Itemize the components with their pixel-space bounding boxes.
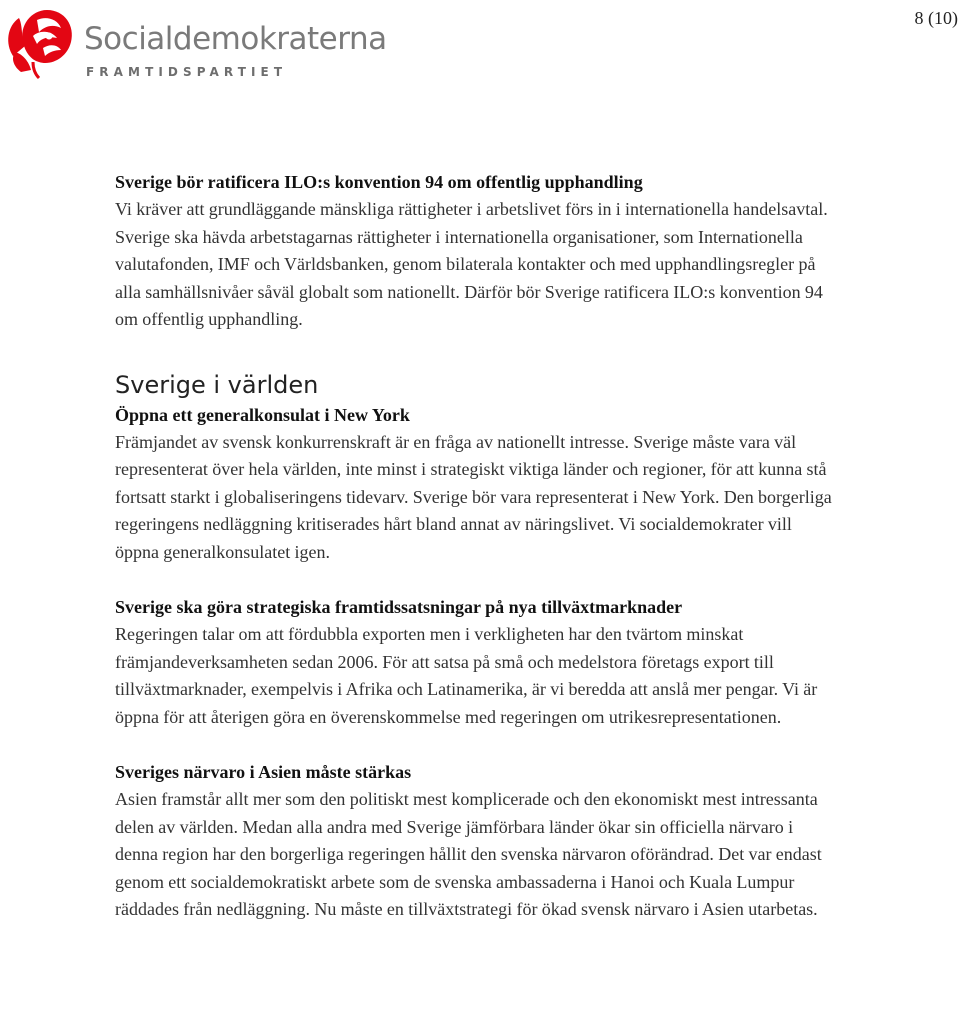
section-tillvaxtmarknader — [115, 593, 835, 731]
page-header — [0, 0, 960, 90]
page-number: 8 (10) — [914, 8, 958, 28]
section-title: Sveriges närvaro i Asien måste stärkas — [115, 762, 412, 782]
rose-logo-icon — [3, 4, 79, 80]
brand-name: Socialdemokraterna — [84, 21, 387, 57]
section-body: Regeringen talar om att fördubbla exporten men i verkligheten har den tvärtom minskat främjandeverksamheten sedan 2006. För att satsa på små och medelstora företags export till tillväxtmarknader, exempelvis i Afrika och Latinamerika, är vi beredda att anslå mer pengar. Vi är öppna för att återigen göra en överenskommelse med regeringen om utrikesrepresentationen. — [115, 624, 818, 727]
section-title: Öppna ett generalkonsulat i New York — [115, 404, 410, 425]
section-body: Främjandet av svensk konkurrenskraft är en fråga av nationellt intresse. Sverige måste vara väl representerat över hela världen, inte minst i strategiskt viktiga länder och regioner, för att kunna stå fortsatt starkt i globaliseringens tidevarv. Sverige bör vara representerat i New York. Den borgerliga regeringens nedläggning kritiserades hårt bland annat av näringslivet. Vi socialdemokrater vill öppna generalkonsulatet igen. — [115, 431, 832, 562]
document-content — [115, 168, 835, 924]
brand-tagline: FRAMTIDSPARTIET — [86, 65, 288, 79]
section-body: Asien framstår allt mer som den politiskt mest komplicerade och den ekonomiskt mest intressanta delen av världen. Medan alla andra med Sverige jämförbara länder ökar sin officiella närvaro i denna region har den borgerliga regeringen hållit den svenska närvaron oförändrad. Det var endast genom ett socialdemokratiskt arbete som de svenska ambassaderna i Hanoi och Kuala Lumpur räddades från nedläggning. Nu måste en tillväxtstrategi för ökad svensk närvaro i Asien utarbetas. — [115, 789, 822, 919]
chapter-heading: Sverige i världen — [115, 370, 319, 399]
section-body: Vi kräver att grundläggande mänskliga rättigheter i arbetslivet förs in i internationella handelsavtal. Sverige ska hävda arbetstagarnas rättigheter i internationella organisationer, som Internationella valutafonden, IMF och Världsbanken, genom bilaterala kontakter och med upphandlingsregler på alla samhällsnivåer såväl globalt som nationellt. Därför bör Sverige ratificera ILO:s konvention 94 om offentlig upphandling. — [115, 199, 828, 329]
section-title: Sverige bör ratificera ILO:s konvention 94 om offentlig upphandling — [115, 172, 643, 192]
section-title: Sverige ska göra strategiska framtidssatsningar på nya tillväxtmarknader — [115, 597, 683, 617]
section-new-york — [115, 401, 835, 567]
section-ilo — [115, 168, 835, 334]
section-asien — [115, 758, 835, 924]
